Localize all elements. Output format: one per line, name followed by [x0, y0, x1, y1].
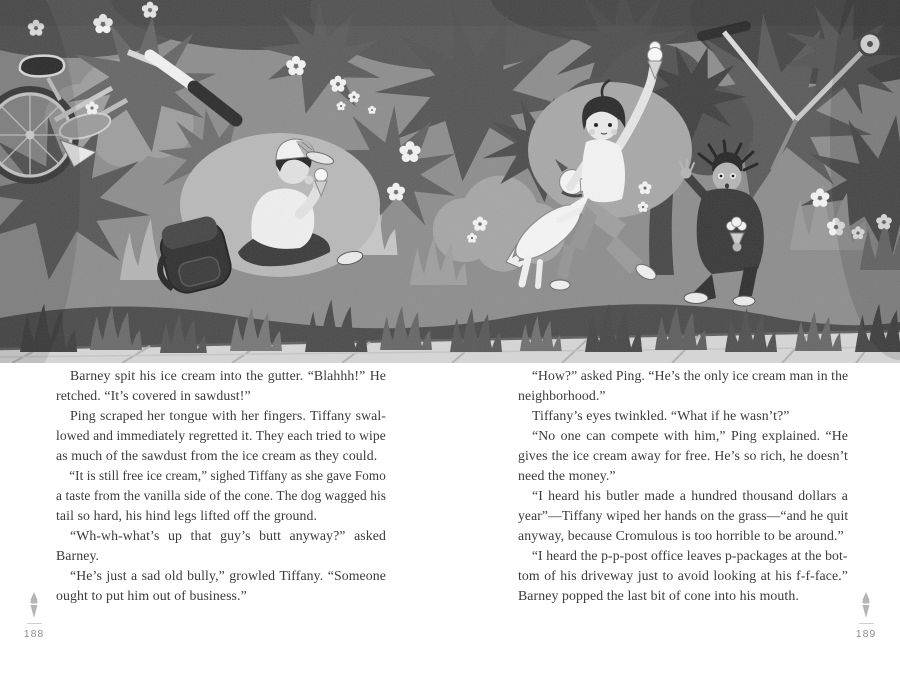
left-page-footer [12, 592, 56, 640]
page-number: 188 [23, 628, 45, 640]
text-line: Barney popped the last bit of cone into his mouth. [518, 588, 799, 603]
page-number: 189 [855, 628, 877, 640]
text-line: tom of his driveway just to avoid looking at his f-f-face.” [518, 568, 848, 583]
text-line: “No one can compete with him,” Ping explained. “He [532, 428, 848, 443]
text-line: “I heard the p-p-post office leaves p-packages at the bot- [531, 548, 848, 563]
folio-rule [859, 623, 874, 624]
ice-cream-cone-ornament-icon [28, 592, 40, 618]
text-line: “It is still free ice cream,” sighed Tiffany as she gave Fomo [69, 468, 386, 483]
text-line: as much of the sawdust from the ice cream as they could. [56, 448, 378, 463]
left-page-text [56, 366, 386, 606]
right-page-text [518, 366, 848, 606]
right-page-footer [844, 592, 888, 640]
text-line: gives the ice cream away for free. He’s so rich, he doesn’t [518, 448, 848, 463]
text-line: tail so hard, his hind legs lifted off the ground. [56, 508, 318, 523]
ice-cream-cone-ornament-icon [860, 592, 872, 618]
text-line: year”—Tiffany wiped her hands on the grass—“and he quit [518, 508, 849, 523]
text-line: Barney. [56, 548, 100, 563]
text-line: lowed and immediately regretted it. They each tried to wipe [56, 428, 386, 443]
text-line: retched. “It’s covered in sawdust!” [56, 388, 251, 403]
text-line: ought to put him out of business.” [56, 588, 247, 603]
text-line: anyway, because Cromulous is too horrible to be around.” [518, 528, 844, 543]
text-line: “I heard his butler made a hundred thousand dollars a [532, 488, 848, 503]
text-line: “Wh-wh-what’s up that guy’s butt anyway?” asked [70, 528, 386, 543]
text-line: need the money.” [518, 468, 616, 483]
text-line: Tiffany’s eyes twinkled. “What if he wasn’t?” [532, 408, 790, 423]
text-line: Ping scraped her tongue with her fingers. Tiffany swal- [70, 408, 386, 423]
text-line: “How?” asked Ping. “He’s the only ice cream man in the [531, 368, 849, 383]
folio-rule [27, 623, 42, 624]
text-line: a taste from the vanilla side of the cone. The dog wagged his [56, 488, 387, 503]
text-line: neighborhood.” [518, 388, 606, 403]
text-line: “He’s just a sad old bully,” growled Tiffany. “Someone [70, 568, 386, 583]
text-line: Barney spit his ice cream into the gutter. “Blahhh!” He [70, 368, 386, 383]
